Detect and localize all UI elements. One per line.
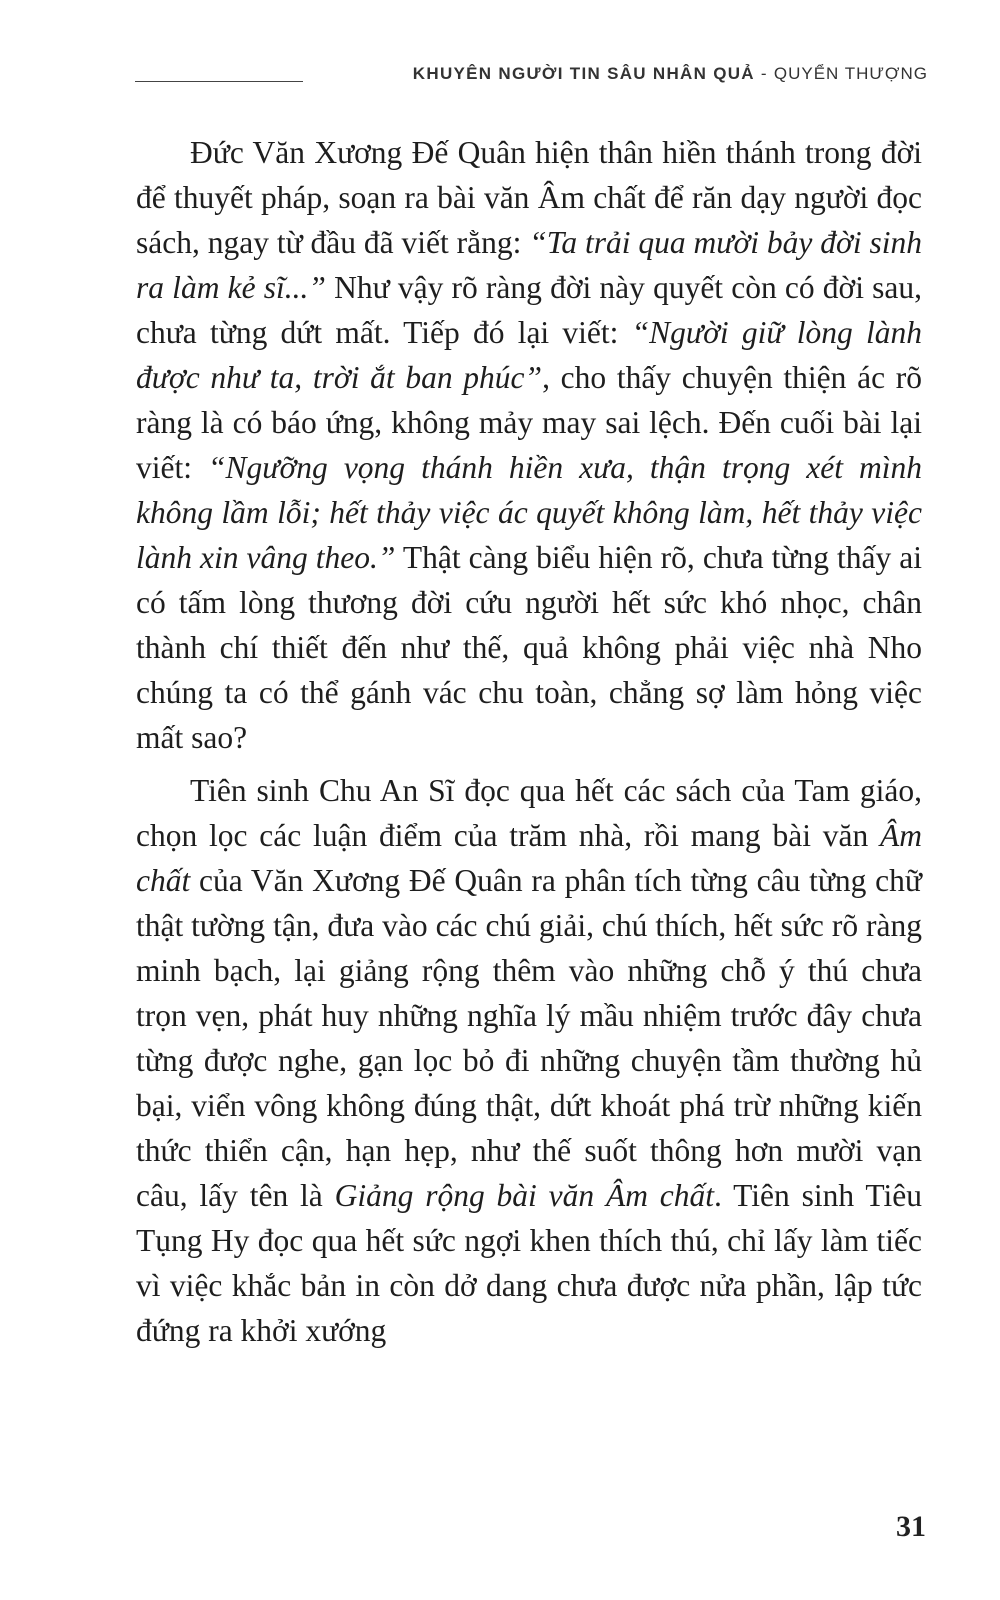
volume-title: QUYỂN THƯỢNG [773, 64, 928, 83]
text-run: Đức Văn Xương Đế Quân hiện thân hiền thánh trong đời để thuyết pháp, soạn ra bài văn Âm chất để răn dạy người đọc sách, ngay từ đầu đã viết rằng: [136, 135, 922, 260]
paragraph-1 [136, 130, 922, 760]
text-run: của Văn Xương Đế Quân ra phân tích từng câu từng chữ thật tường tận, đưa vào các chú giải, chú thích, hết sức rõ ràng minh bạch, lại giảng rộng thêm vào những chỗ ý thú chưa trọn vẹn, phát huy những nghĩa lý mầu nhiệm trước đây chưa từng được nghe, gạn lọc bỏ đi những chuyện tầm thường hủ bại, viển vông không đúng thật, dứt khoát phá trừ những kiến thức thiển cận, hạn hẹp, như thế suốt thông hơn mười vạn câu, lấy tên là [136, 863, 922, 1213]
page-number: 31 [896, 1510, 926, 1543]
running-header [135, 60, 928, 88]
paragraph-2 [136, 768, 922, 1353]
book-title-run: Âm chất [136, 818, 922, 898]
page-body [136, 130, 922, 1353]
header-rule [135, 81, 303, 82]
text-run: . Tiên sinh Tiêu Tụng Hy đọc qua hết sức ngợi khen thích thú, chỉ lấy làm tiếc vì việc khắc bản in còn dở dang chưa được nửa phần, lập tức đứng ra khởi xướng [136, 1178, 922, 1348]
quote-run: “Người giữ lòng lành được như ta, trời ắt ban phúc” [136, 315, 922, 395]
book-title: KHUYÊN NGƯỜI TIN SÂU NHÂN QUẢ [412, 64, 755, 83]
quote-run: “Ngưỡng vọng thánh hiền xưa, thận trọng xét mình không lầm lỗi; hết thảy việc ác quyết không làm, hết thảy việc lành xin vâng theo.” [136, 450, 922, 575]
quote-run: “Ta trải qua mười bảy đời sinh ra làm kẻ sĩ...” [136, 225, 922, 305]
book-title-run: Giảng rộng bài văn Âm chất [334, 1178, 715, 1213]
text-run: , cho thấy chuyện thiện ác rõ ràng là có báo ứng, không mảy may sai lệch. Đến cuối bài lại viết: [136, 360, 922, 485]
header-separator: - [760, 64, 768, 83]
header-text [413, 64, 928, 84]
text-run: Như vậy rõ ràng đời này quyết còn có đời sau, chưa từng dứt mất. Tiếp đó lại viết: [136, 270, 923, 350]
text-run: Tiên sinh Chu An Sĩ đọc qua hết các sách của Tam giáo, chọn lọc các luận điểm của trăm nhà, rồi mang bài văn [136, 773, 922, 853]
text-run: Thật càng biểu hiện rõ, chưa từng thấy ai có tấm lòng thương đời cứu người hết sức khó nhọc, chân thành chí thiết đến như thế, quả không phải việc nhà Nho chúng ta có thể gánh vác chu toàn, chẳng sợ làm hỏng việc mất sao? [136, 540, 922, 755]
